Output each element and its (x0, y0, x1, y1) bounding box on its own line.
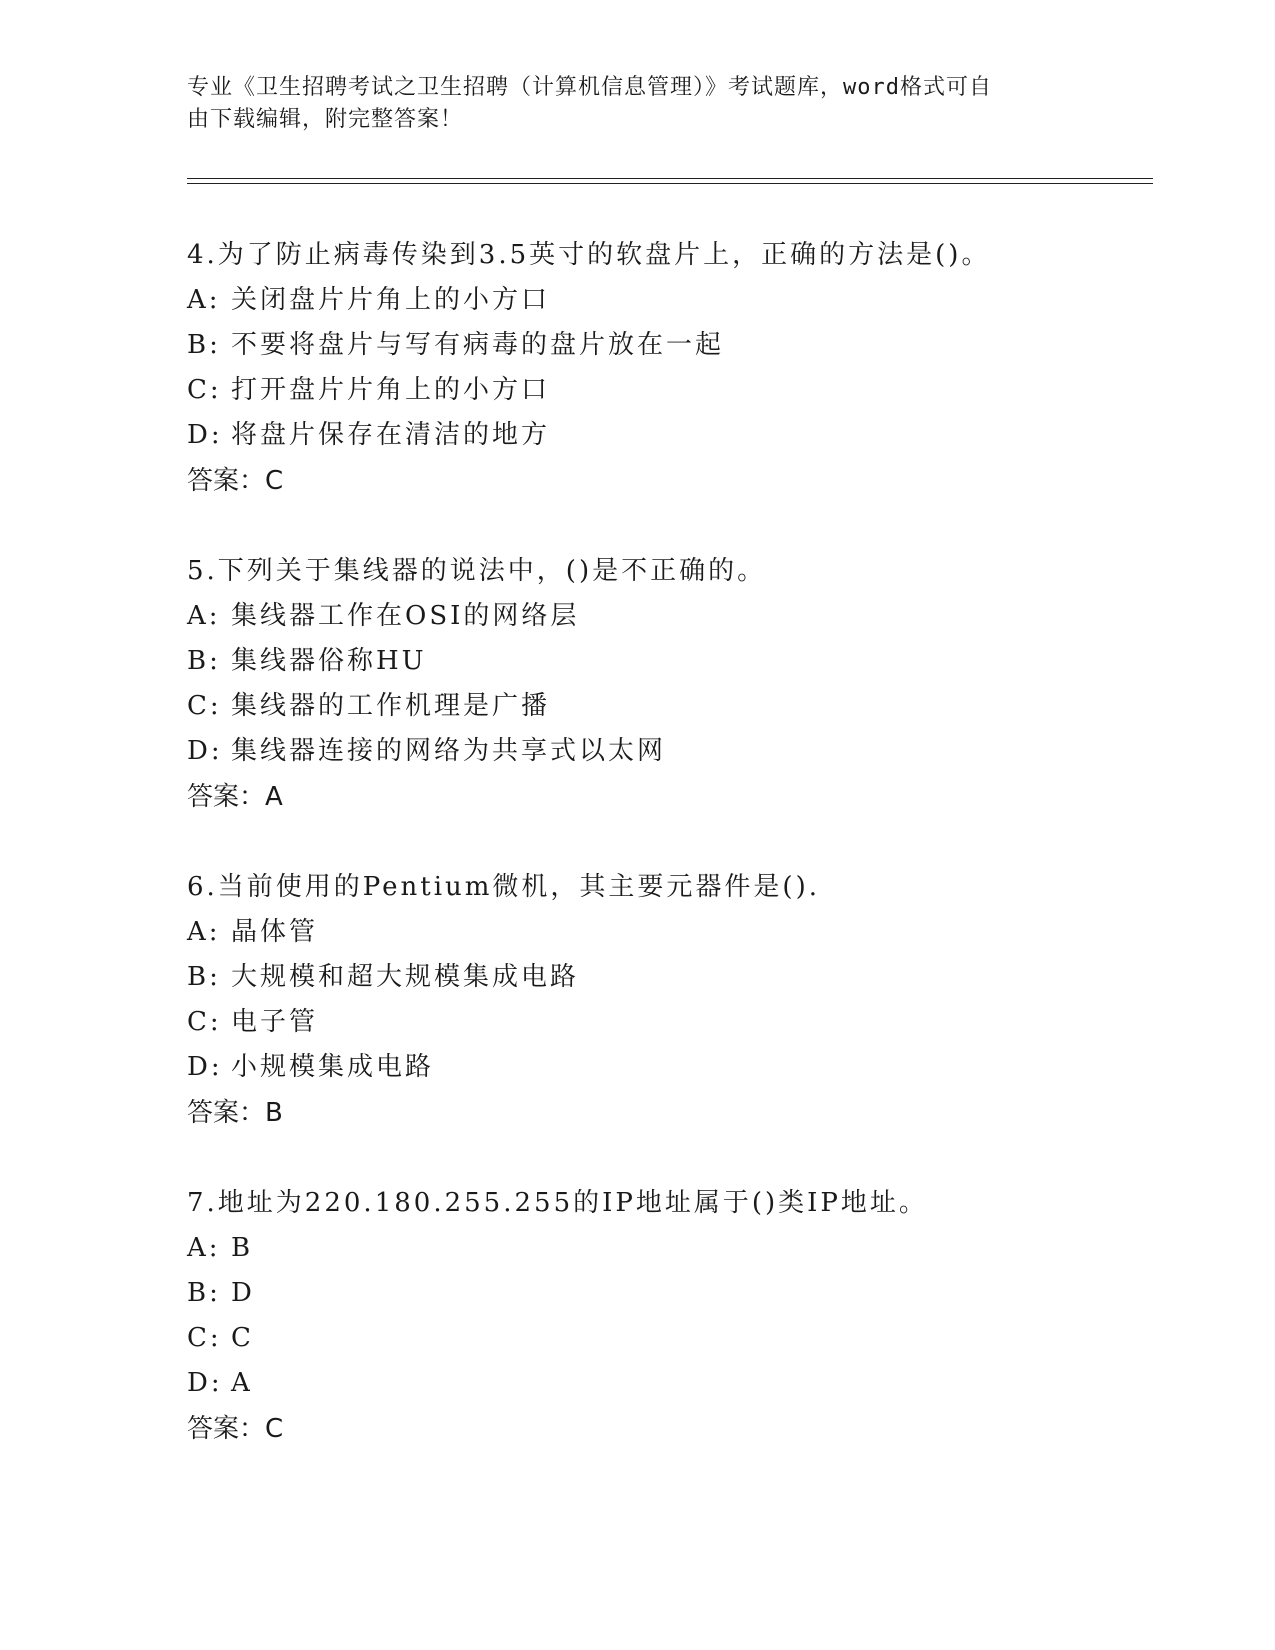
question-5 (187, 548, 1147, 820)
question-text: 5.下列关于集线器的说法中，()是不正确的。 (187, 556, 767, 586)
question-6 (187, 864, 1147, 1136)
header-divider-top (187, 178, 1153, 179)
option-label: A: (187, 917, 221, 947)
option-text: 电子管 (231, 1007, 319, 1037)
question-7 (187, 1180, 1147, 1452)
option-text: 小规模集成电路 (231, 1052, 435, 1082)
answer: 答案：C (187, 466, 284, 496)
option-c (187, 1316, 1147, 1361)
option-text: B (231, 1233, 254, 1263)
option-text: 关闭盘片片角上的小方口 (231, 285, 551, 315)
option-label: A: (187, 285, 221, 315)
option-b (187, 1271, 1147, 1316)
option-c (187, 684, 1147, 729)
option-label: B: (187, 1278, 221, 1308)
option-text: 集线器的工作机理是广播 (231, 691, 551, 721)
option-d (187, 1361, 1147, 1406)
option-b (187, 639, 1147, 684)
option-a (187, 910, 1147, 955)
option-label: C: (187, 375, 222, 405)
question-4 (187, 232, 1147, 504)
option-label: B: (187, 330, 221, 360)
option-label: D: (187, 1052, 223, 1082)
option-text: 不要将盘片与写有病毒的盘片放在一起 (231, 330, 725, 360)
option-b (187, 955, 1147, 1000)
option-text: 晶体管 (231, 917, 319, 947)
option-d (187, 729, 1147, 774)
option-text: 将盘片保存在清洁的地方 (231, 420, 551, 450)
option-a (187, 278, 1147, 323)
option-label: D: (187, 1368, 223, 1398)
option-text: C (231, 1323, 254, 1353)
document-header (187, 72, 1067, 136)
option-label: A: (187, 1233, 221, 1263)
answer: 答案：A (187, 782, 283, 812)
option-d (187, 1045, 1147, 1090)
option-text: 大规模和超大规模集成电路 (231, 962, 580, 992)
header-line-1: 专业《卫生招聘考试之卫生招聘（计算机信息管理）》考试题库，word格式可自 (187, 75, 992, 100)
question-text: 4.为了防止病毒传染到3.5英寸的软盘片上，正确的方法是()。 (187, 240, 991, 270)
option-text: A (231, 1368, 253, 1398)
option-label: B: (187, 646, 221, 676)
option-c (187, 368, 1147, 413)
option-label: C: (187, 1007, 222, 1037)
option-text: 集线器连接的网络为共享式以太网 (231, 736, 667, 766)
answer: 答案：C (187, 1414, 284, 1444)
option-text: D (231, 1278, 255, 1308)
option-label: C: (187, 1323, 222, 1353)
question-text: 7.地址为220.180.255.255的IP地址属于()类IP地址。 (187, 1188, 928, 1218)
option-c (187, 1000, 1147, 1045)
option-label: A: (187, 601, 221, 631)
option-label: D: (187, 420, 223, 450)
option-d (187, 413, 1147, 458)
option-a (187, 1226, 1147, 1271)
option-text: 集线器工作在OSI的网络层 (231, 601, 580, 631)
option-b (187, 323, 1147, 368)
option-text: 打开盘片片角上的小方口 (231, 375, 551, 405)
option-label: C: (187, 691, 222, 721)
option-a (187, 594, 1147, 639)
header-divider-bottom (187, 183, 1153, 184)
option-text: 集线器俗称HU (231, 646, 427, 676)
answer: 答案：B (187, 1098, 283, 1128)
question-text: 6.当前使用的Pentium微机，其主要元器件是(). (187, 872, 820, 902)
option-label: B: (187, 962, 221, 992)
header-line-2: 由下载编辑，附完整答案！ (187, 107, 464, 132)
option-label: D: (187, 736, 223, 766)
